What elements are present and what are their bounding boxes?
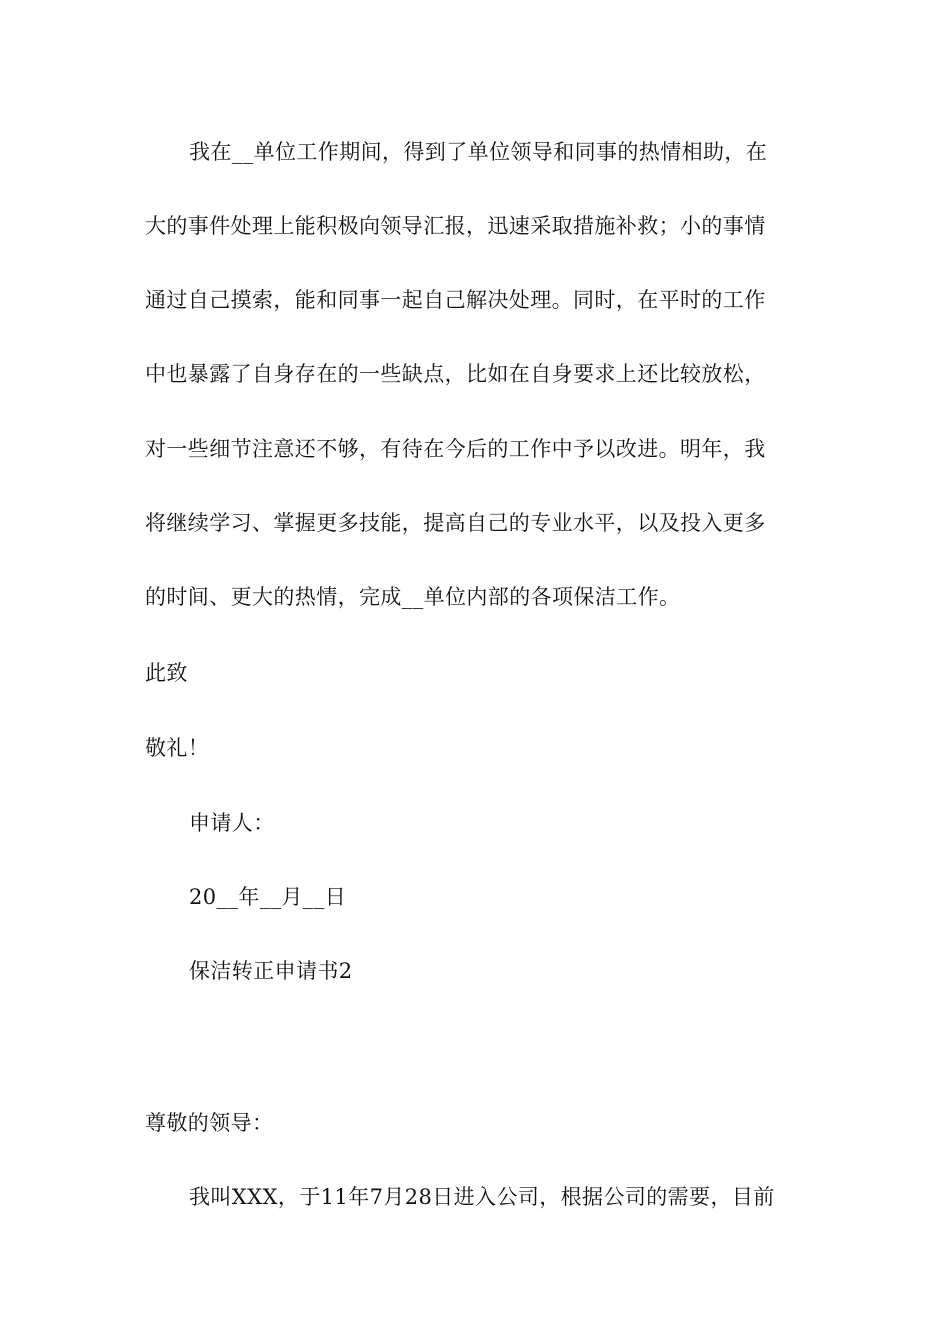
closing-salute: 敬礼！ (145, 736, 210, 760)
paragraph-line: 大的事件处理上能积极向领导汇报，迅速采取措施补救；小的事情 (145, 214, 766, 238)
salutation: 尊敬的领导： (145, 1111, 274, 1135)
paragraph-line: 我叫XXX，于11年7月28日进入公司，根据公司的需要，目前 (189, 1185, 775, 1209)
paragraph-line: 我在__单位工作期间，得到了单位领导和同事的热情相助，在 (189, 140, 768, 164)
section-title: 保洁转正申请书2 (189, 959, 353, 983)
paragraph-line: 的时间、更大的热情，完成__单位内部的各项保洁工作。 (145, 585, 681, 609)
date-line: 20__年__月__日 (189, 885, 347, 909)
applicant-label: 申请人： (189, 811, 275, 835)
closing-greeting: 此致 (145, 661, 188, 685)
paragraph-line: 将继续学习、掌握更多技能，提高自己的专业水平，以及投入更多 (145, 511, 766, 535)
paragraph-line: 中也暴露了自身存在的一些缺点，比如在自身要求上还比较放松， (145, 362, 766, 386)
paragraph-line: 通过自己摸索，能和同事一起自己解决处理。同时，在平时的工作 (145, 288, 766, 312)
paragraph-line: 对一些细节注意还不够，有待在今后的工作中予以改进。明年，我 (145, 437, 766, 461)
